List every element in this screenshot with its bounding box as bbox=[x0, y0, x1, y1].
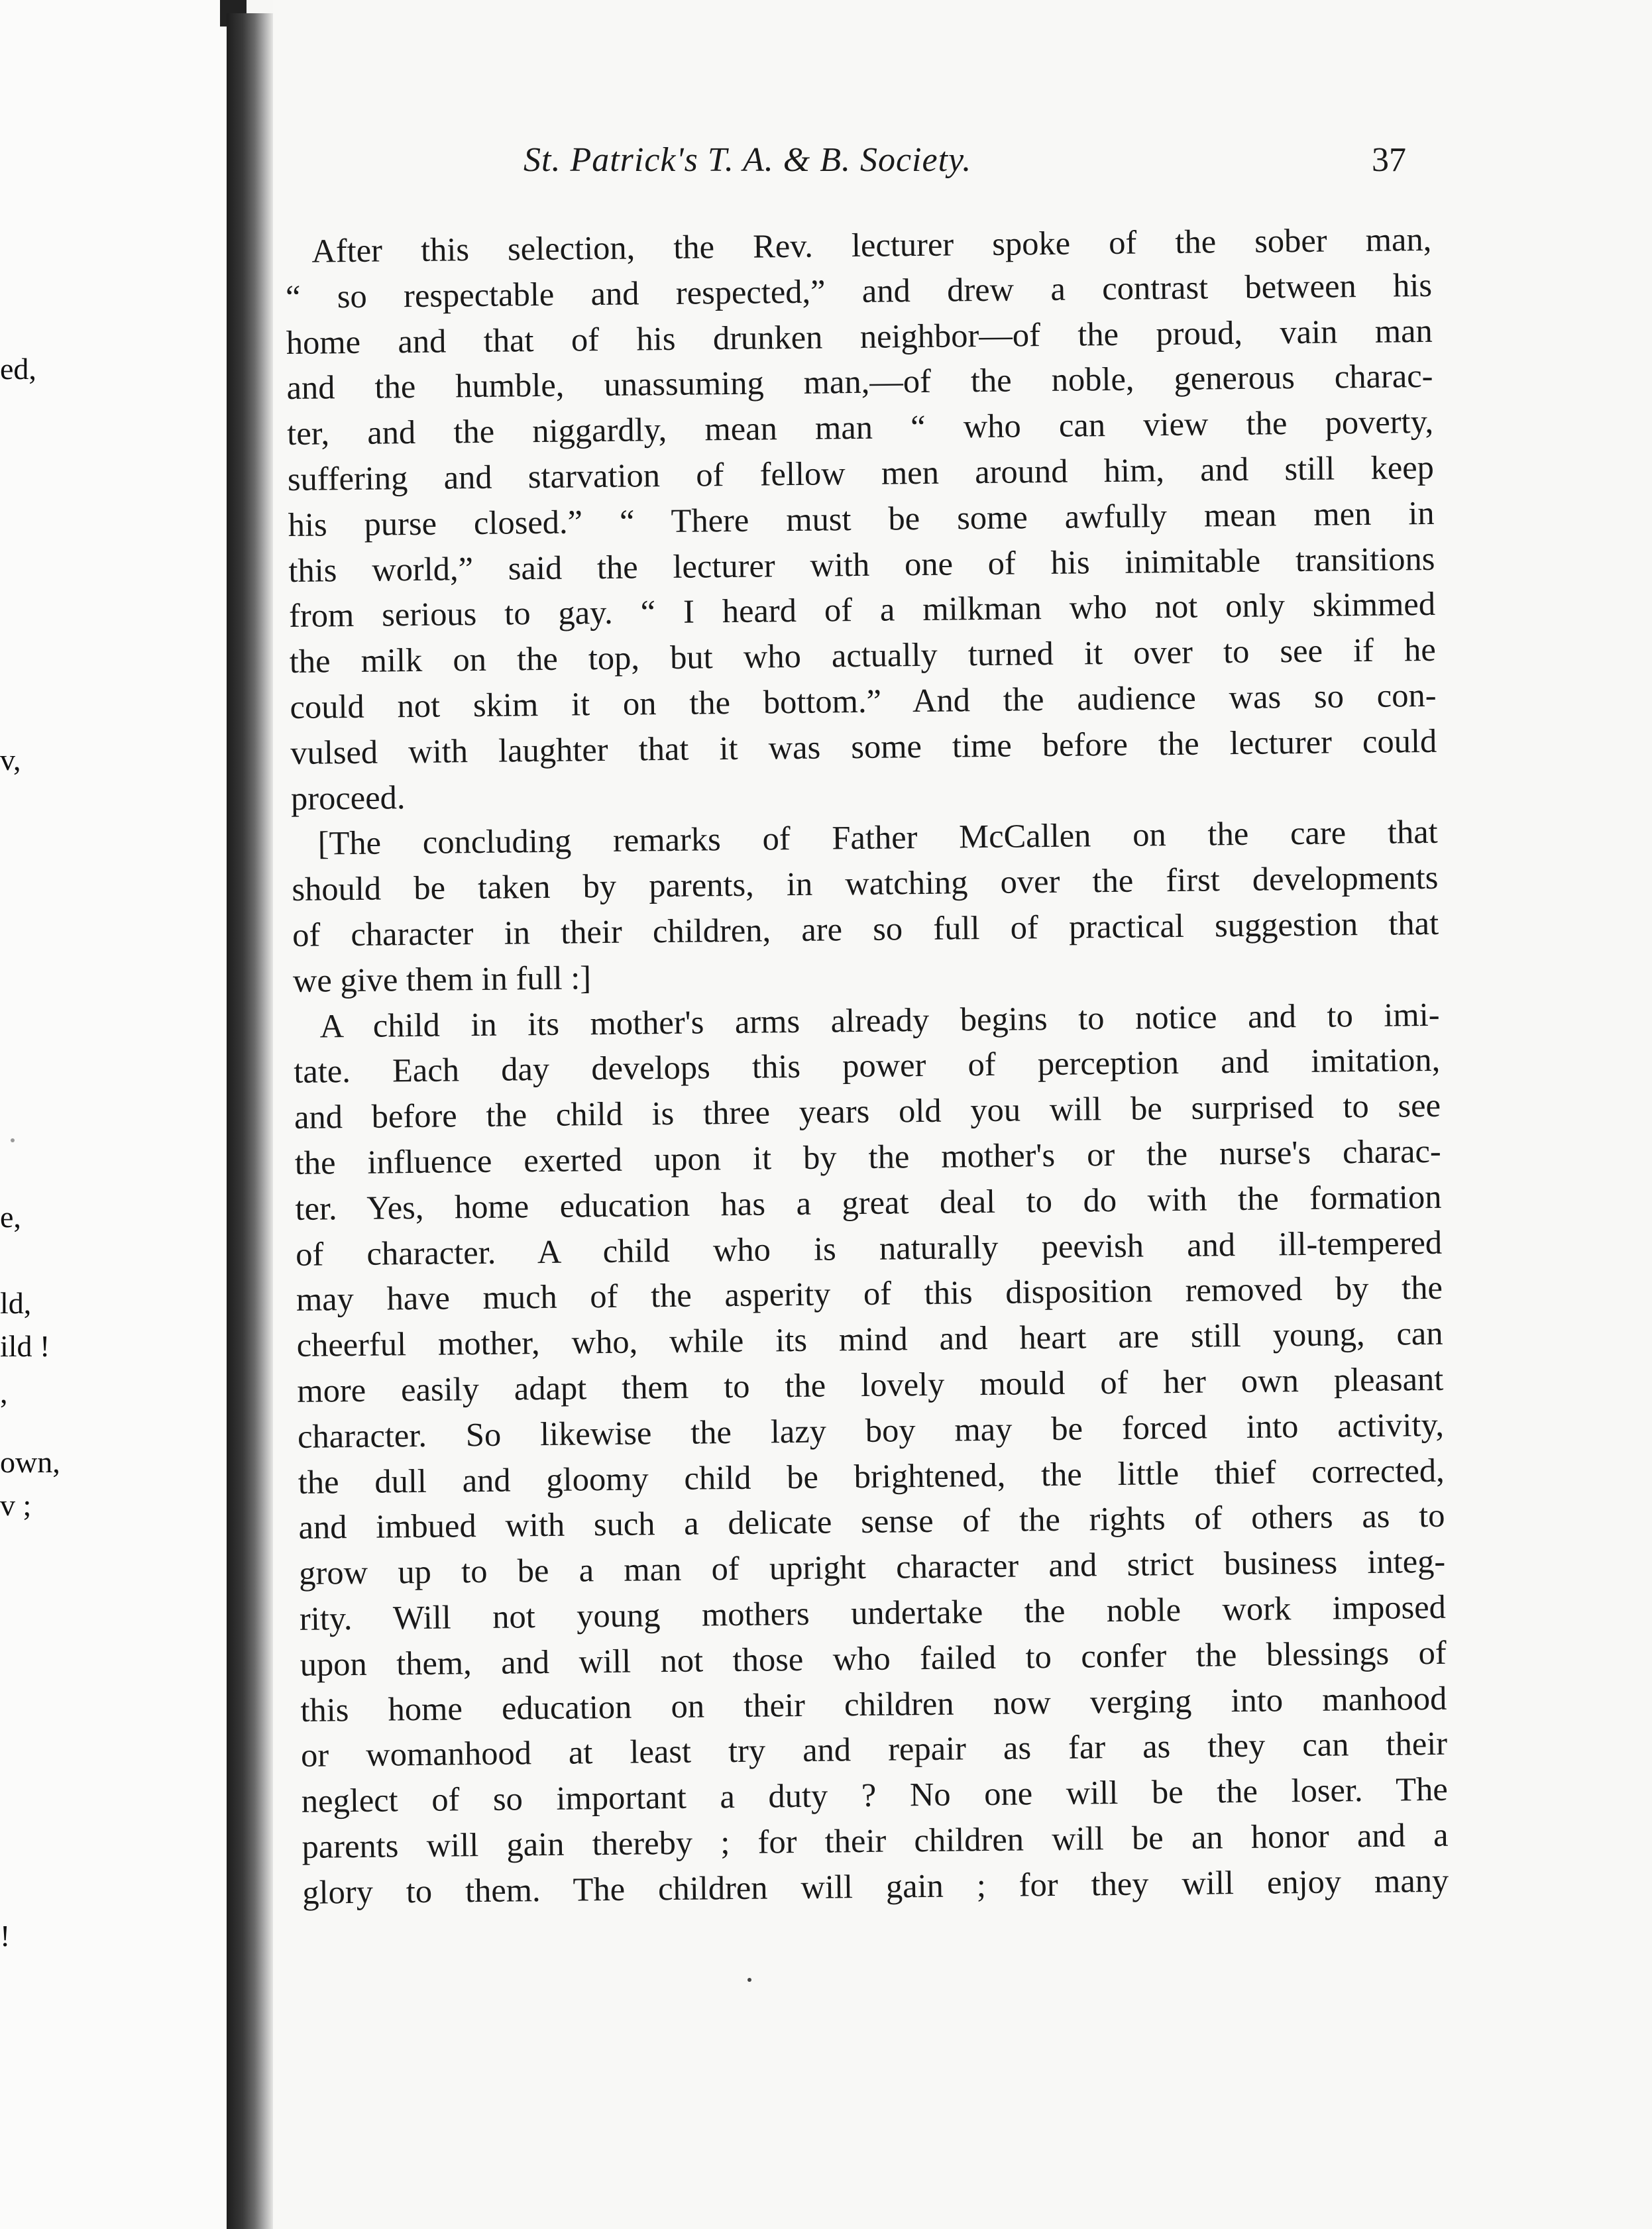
text-line: home and that of his drunken neighbor—of the proud, vain man bbox=[286, 311, 1433, 361]
text-line: more easily adapt them to the lovely mould of her own pleasant bbox=[297, 1360, 1444, 1409]
running-title: St. Patrick's T. A. & B. Society. bbox=[523, 141, 972, 179]
text-line: ter. Yes, home education has a great deal to do with the formation bbox=[295, 1177, 1442, 1227]
text-line: and before the child is three years old you will be surprised to see bbox=[294, 1086, 1441, 1136]
text-line: and imbued with such a delicate sense of the rights of others as to bbox=[298, 1497, 1445, 1547]
margin-fragment: v, bbox=[0, 743, 21, 777]
text-line: this world,” said the lecturer with one of his inimitable transitions bbox=[288, 539, 1435, 589]
text-line: proceed. bbox=[290, 778, 406, 817]
text-line: the dull and gloomy child be brightened, the little thief corrected, bbox=[298, 1451, 1445, 1501]
margin-fragment: ld, bbox=[0, 1286, 32, 1320]
text-line: we give them in full :] bbox=[292, 958, 592, 999]
text-line: vulsed with laughter that it was some time before the lecturer could bbox=[290, 722, 1437, 771]
text-line: the milk on the top, but who actually turned it over to see if he bbox=[289, 631, 1437, 680]
text-line: should be taken by parents, in watching over the first developments bbox=[292, 858, 1439, 908]
page-body bbox=[285, 217, 1449, 1915]
ink-speck bbox=[747, 1978, 751, 1982]
text-line: character. So likewise the lazy boy may be forced into activity, bbox=[297, 1405, 1445, 1455]
margin-fragment: own, bbox=[0, 1445, 60, 1479]
text-line: of character in their children, are so full of practical suggestion that bbox=[292, 904, 1439, 953]
text-line: this home education on their children now verging into manhood bbox=[300, 1679, 1447, 1729]
ink-speck bbox=[11, 1138, 15, 1142]
text-line: upon them, and will not those who failed to confer the blessings of bbox=[300, 1633, 1447, 1683]
text-line: A child in its mother's arms already begins to notice and to imi- bbox=[319, 995, 1440, 1045]
text-line: and the humble, unassuming man,—of the noble, generous charac- bbox=[286, 357, 1433, 407]
text-line: or womanhood at least try and repair as far as they can their bbox=[300, 1725, 1448, 1774]
text-line: [The concluding remarks of Father McCallen on the care that bbox=[317, 813, 1438, 862]
text-line: rity. Will not young mothers undertake the noble work imposed bbox=[299, 1588, 1447, 1637]
text-line: of character. A child who is naturally peevish and ill-tempered bbox=[295, 1223, 1443, 1273]
text-line: could not skim it on the bottom.” And the audience was so con- bbox=[290, 676, 1437, 726]
text-line: ter, and the niggardly, mean man “ who can view the poverty, bbox=[286, 403, 1434, 453]
facing-page bbox=[0, 0, 225, 2229]
text-line: his purse closed.” “ There must be some awfully mean men in bbox=[288, 494, 1435, 543]
page-number: 37 bbox=[1372, 141, 1406, 179]
margin-fragment: ! bbox=[0, 1919, 11, 1953]
margin-fragment: , bbox=[0, 1376, 8, 1409]
text-line: the influence exerted upon it by the mother's or the nurse's charac- bbox=[294, 1132, 1441, 1181]
book-gutter bbox=[227, 13, 273, 2229]
text-line: “ so respectable and respected,” and drew a contrast between his bbox=[285, 266, 1433, 315]
text-line: tate. Each day develops this power of perception and imitation, bbox=[294, 1041, 1441, 1091]
margin-fragment: v ; bbox=[0, 1488, 32, 1522]
text-line: parents will gain thereby ; for their children will be an honor and a bbox=[302, 1816, 1449, 1865]
text-line: glory to them. The children will gain ; for they will enjoy many bbox=[302, 1861, 1449, 1911]
text-line: After this selection, the Rev. lecturer spoke of the sober man, bbox=[311, 220, 1432, 270]
text-line: may have much of the asperity of this disposition removed by the bbox=[296, 1269, 1443, 1319]
text-line: suffering and starvation of fellow men around him, and still keep bbox=[287, 448, 1435, 498]
text-line: from serious to gay. “ I heard of a milkman who not only skimmed bbox=[288, 585, 1436, 635]
margin-fragment: ed, bbox=[0, 352, 36, 386]
text-line: grow up to be a man of upright character and strict business integ- bbox=[298, 1542, 1446, 1592]
text-line: neglect of so important a duty ? No one will be the loser. The bbox=[301, 1770, 1449, 1820]
margin-fragment: e, bbox=[0, 1200, 21, 1234]
text-line: cheerful mother, who, while its mind and heart are still young, can bbox=[296, 1314, 1443, 1364]
margin-fragment: ild ! bbox=[0, 1329, 50, 1363]
